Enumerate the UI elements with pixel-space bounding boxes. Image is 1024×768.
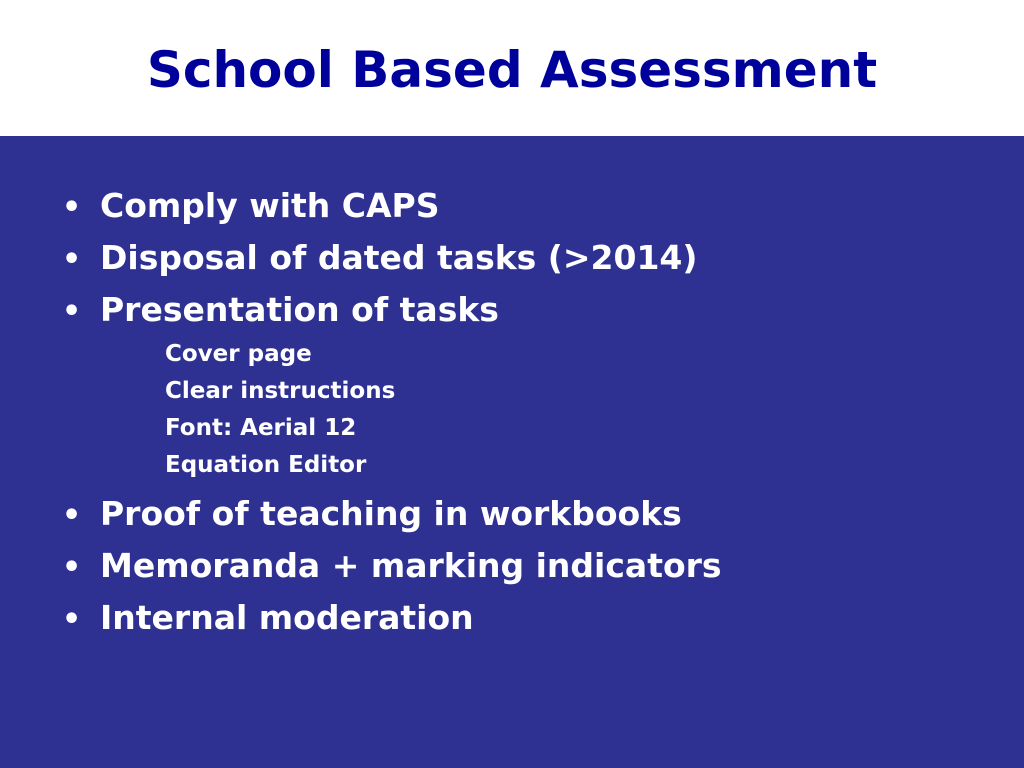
bullet-text: Disposal of dated tasks (>2014)	[100, 238, 698, 277]
bullet-text: Comply with CAPS	[100, 186, 440, 225]
bullet-text: Internal moderation	[100, 598, 474, 637]
bullet-item	[62, 594, 474, 642]
bullet-item	[62, 234, 697, 282]
sub-item: Font: Aerial 12	[165, 415, 357, 441]
content-area	[0, 136, 1024, 768]
bullet-list	[0, 136, 1024, 768]
bullet-marker: •	[62, 550, 82, 585]
bullet-text: Proof of teaching in workbooks	[100, 494, 682, 533]
bullet-marker: •	[62, 498, 82, 533]
title-area	[0, 0, 1024, 136]
bullet-item	[62, 286, 499, 334]
bullet-item	[62, 182, 439, 230]
bullet-item	[62, 490, 682, 538]
bullet-marker: •	[62, 602, 82, 637]
bullet-marker: •	[62, 190, 82, 225]
bullet-marker: •	[62, 294, 82, 329]
slide-title: School Based Assessment	[146, 41, 878, 99]
bullet-marker: •	[62, 242, 82, 277]
bullet-item	[62, 542, 722, 590]
sub-item: Equation Editor	[165, 452, 367, 478]
sub-item: Clear instructions	[165, 378, 396, 404]
sub-item: Cover page	[165, 341, 312, 367]
bullet-text: Presentation of tasks	[100, 290, 499, 329]
bullet-text: Memoranda + marking indicators	[100, 546, 722, 585]
